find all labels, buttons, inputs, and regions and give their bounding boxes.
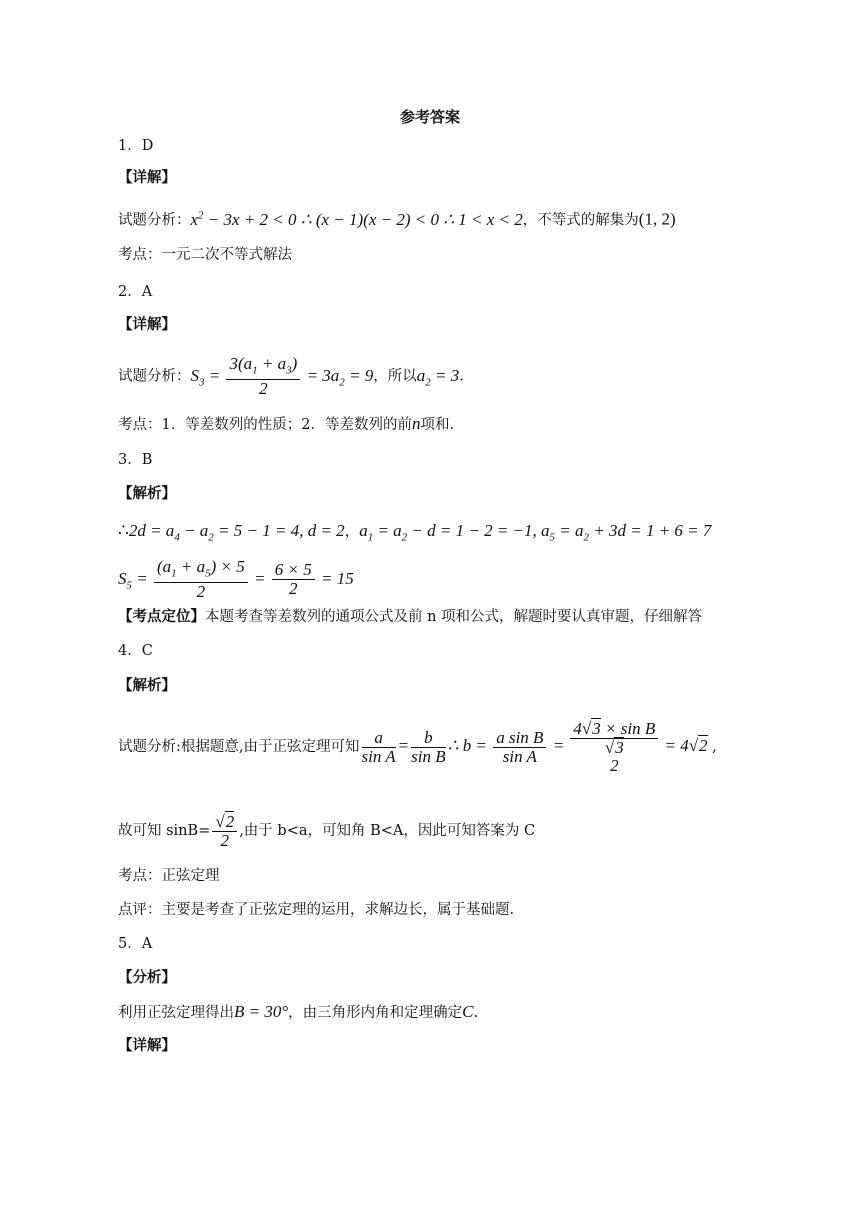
q1-formula: $x^2 - 3x + 2 < 0$ ∴ (x − 1)(x − 2) < 0 ∴ 1 < x < 2 [190,209,523,229]
q1-analysis-prefix: 试题分析： [118,212,191,229]
q5-c: C [462,1002,474,1021]
q3-formula-2: $S_5$ = $\frac{(a_1 + a_5) \times 5}{2}$ = $\frac{6 \times 5}{2}$ = 15 [118,557,354,602]
q3-answer: 3．B [118,452,153,468]
q2-analysis: 试题分析：$S_3$ = $\frac{3(a_1 + a_3)}{2}$ = $3a_2 = 9$，所以$a_2 = 3$. [118,354,464,399]
q4-conclusion-prefix: 故可知 sinB= [118,823,211,839]
q5-analysis: 利用正弦定理得出B = 30°，由三角形内角和定理确定C. [118,1002,479,1021]
q1-point: 考点：一元二次不等式解法 [118,247,292,263]
q2-answer: 2．A [118,284,153,300]
q5-analysis-label: 【分析】 [118,969,176,986]
q2-formula: $S_3$ = $\frac{3(a_1 + a_3)}{2}$ = $3a_2 = 9$ [190,354,374,399]
q5-analysis-mid: ，由三角形内角和定理确定 [288,1005,463,1021]
q5-answer: 5．A [118,936,153,952]
q3-formula-1: ∴2d = $a_4 - a_2 = 5 - 1 = 4$, d = 2，$a_1 = a_2 - d = 1 - 2 = -1$, $a_5 = a_2 + 3d = 1 + 6 = 7$ [118,521,712,544]
q5-analysis-prefix: 利用正弦定理得出 [118,1005,234,1021]
q3-locate [118,607,702,627]
q2-point [118,414,454,435]
q1-answer: 1．D [118,138,154,154]
q2-analysis-prefix: 试题分析： [118,368,191,385]
q2-point-prefix: 考点：1．等差数列的性质；2．等差数列的前 [118,417,412,433]
q4-formula: $\frac{a}{\text{sin A}}$ = $\frac{b}{\text{sin B}}$ ∴ b = $\frac{\text{a sin B}}{\text{sin A}}$ = 4√3 × sin B √3 2 = 4√2 [361,718,708,775]
q4-sqrt2-over-2: $\frac{√2}{2}$ [210,820,239,839]
q4-comment: 点评：主要是考查了正弦定理的运用，求解边长，属于基础题. [118,902,515,918]
q1-interval: (1, 2) [638,209,676,229]
q2-point-suffix: 项和. [420,417,455,433]
q1-analysis-suffix: ，不等式的解集为 [522,212,639,229]
q5-detail-label: 【详解】 [118,1037,176,1054]
q4-point: 考点：正弦定理 [118,868,220,884]
q4-analysis-prefix: 试题分析:根据题意,由于正弦定理可知 [118,739,360,755]
q2-result: $a_2 = 3$ [416,365,460,388]
q1-detail-label: 【详解】 [118,169,176,186]
q5-b-value: B = 30° [234,1002,289,1021]
q3-locate-text: 本题考查等差数列的通项公式及前 n 项和公式，解题时要认真审题，仔细解答 [205,609,703,625]
q2-detail-label: 【详解】 [118,316,176,333]
q2-n: n [411,414,421,433]
q4-analysis: 试题分析:根据题意,由于正弦定理可知 $\frac{a}{\text{sin A}}$ = $\frac{b}{\text{sin B}}$ ∴ b = $\frac{\text{a sin B}}{\text{sin A}}$ = 4√3 × sin B √3 2 = 4√2 , [118,718,717,775]
q4-conclusion [118,810,535,851]
q3-locate-label: 【考点定位】 [118,608,205,625]
q4-detail-label: 【解析】 [118,677,176,694]
q2-analysis-mid: ，所以 [373,368,417,385]
q3-detail-label: 【解析】 [118,485,176,502]
page-title: 参考答案 [399,108,460,126]
q4-conclusion-suffix: ,由于 b<a，可知角 B<A，因此可知答案为 C [239,823,536,839]
q4-answer: 4．C [118,643,153,659]
q1-analysis [118,205,676,231]
